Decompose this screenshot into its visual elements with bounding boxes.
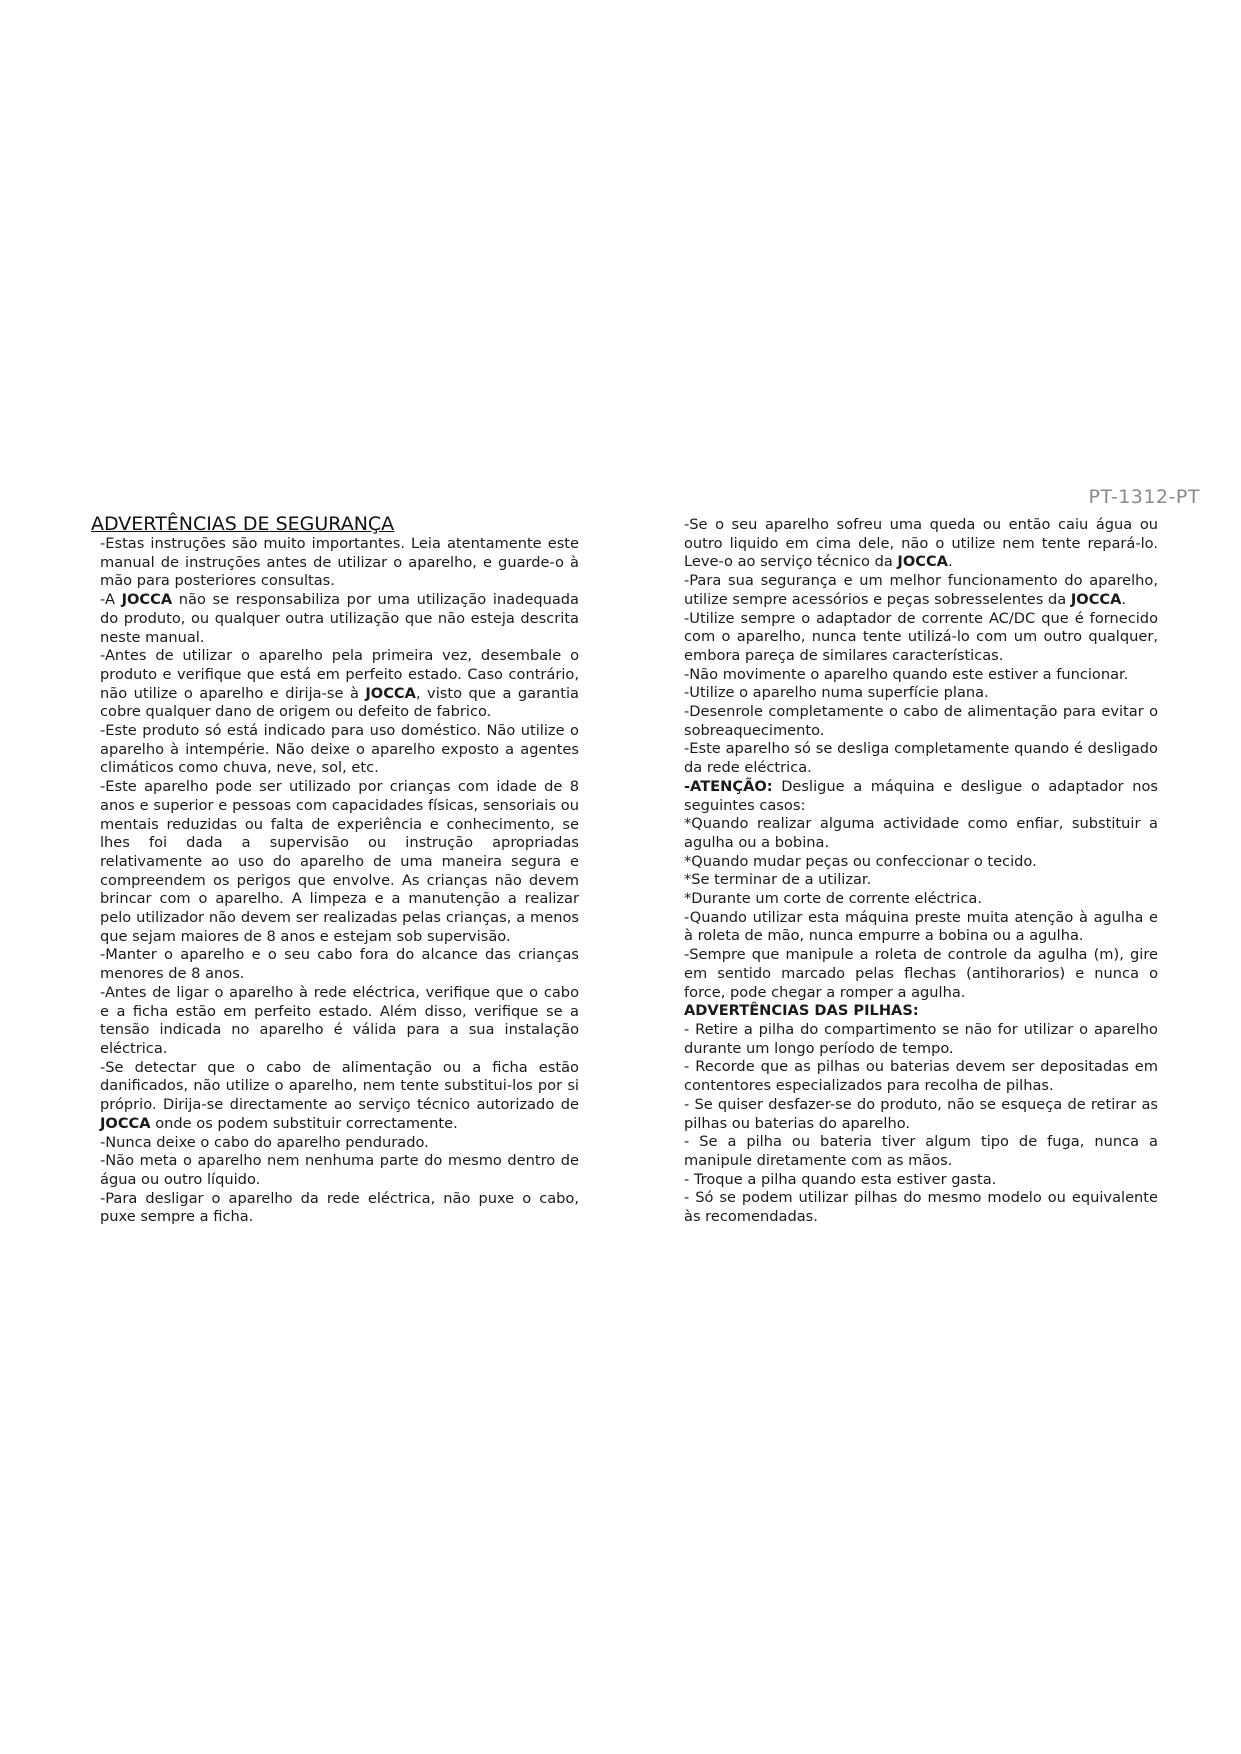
paragraph: -Antes de utilizar o aparelho pela primeira vez, desembale o produto e verifique que está em perfeito estado. Caso contrário, não utilize o aparelho e dirija-se à JOCCA, visto que a garantia cobre qualquer dano de origem ou defeito de fabrico. bbox=[100, 647, 579, 721]
paragraph: -Manter o aparelho e o seu cabo fora do alcance das crianças menores de 8 anos. bbox=[100, 946, 579, 983]
paragraph: -Se o seu aparelho sofreu uma queda ou então caiu água ou outro liquido em cima dele, não o utilize nem tente repará-lo. Leve-o ao serviço técnico da JOCCA. bbox=[684, 516, 1158, 571]
paragraph: *Se terminar de a utilizar. bbox=[684, 871, 872, 889]
paragraph: -Sempre que manipule a roleta de controle da agulha (m), gire em sentido marcado pelas flechas (antihorarios) e nunca o force, pode chegar a romper a agulha. bbox=[684, 946, 1158, 1001]
right-column bbox=[684, 516, 1158, 1227]
paragraph: -Antes de ligar o aparelho à rede eléctrica, verifique que o cabo e a ficha estão em perfeito estado. Além disso, verifique se a tensão indicada no aparelho é válida para a sua instalação eléctrica. bbox=[100, 983, 579, 1057]
document-code: PT-1312-PT bbox=[1088, 486, 1200, 508]
paragraph: -Se detectar que o cabo de alimentação ou a ficha estão danificados, não utilize o aparelho, nem tente substitui-los por si próprio. Dirija-se directamente ao serviço técnico autorizado de JOCCA onde os podem substituir correctamente. bbox=[100, 1058, 579, 1132]
paragraph: -Para desligar o aparelho da rede eléctrica, não puxe o cabo, puxe sempre a ficha. bbox=[100, 1189, 579, 1226]
paragraph: *Quando realizar alguma actividade como enfiar, substituir a agulha ou a bobina. bbox=[684, 815, 1158, 851]
paragraph: *Quando mudar peças ou confeccionar o tecido. bbox=[684, 852, 1037, 870]
paragraph: -Este aparelho pode ser utilizado por crianças com idade de 8 anos e superior e pessoas com capacidades físicas, sensoriais ou mentais reduzidas ou falta de experiência e conhecimento, se lhes foi dada a supervisão ou instrução apropriadas relativamente ao uso do aparelho de uma maneira segura e compreendem os perigos que envolve. As crianças não devem brincar com o aparelho. A limpeza e a manutenção a realizar pelo utilizador não devem ser realizadas pelas crianças, a menos que sejam maiores de 8 anos e estejam sob supervisão. bbox=[100, 778, 579, 945]
paragraph: -Não movimente o aparelho quando este estiver a funcionar. bbox=[684, 665, 1129, 683]
paragraph: - Retire a pilha do compartimento se não for utilizar o aparelho durante um longo período de tempo. bbox=[684, 1020, 1158, 1057]
safety-warnings-continued-list bbox=[684, 516, 1158, 1002]
battery-warnings-list bbox=[684, 1021, 1158, 1227]
paragraph: -Este produto só está indicado para uso doméstico. Não utilize o aparelho à intempérie. Não deixe o aparelho exposto a agentes climáticos como chuva, neve, sol, etc. bbox=[100, 722, 579, 777]
paragraph: -A JOCCA não se responsabiliza por uma utilização inadequada do produto, ou qualquer outra utilização que não esteja descrita neste manual. bbox=[100, 591, 579, 646]
paragraph: -Utilize o aparelho numa superfície plana. bbox=[684, 684, 989, 702]
paragraph: -Utilize sempre o adaptador de corrente AC/DC que é fornecido com o aparelho, nunca tente utilizá-lo com um outro qualquer, embora pareça de similares características. bbox=[684, 609, 1158, 664]
paragraph: - Se a pilha ou bateria tiver algum tipo de fuga, nunca a manipule diretamente com as mãos. bbox=[684, 1133, 1158, 1169]
paragraph: - Troque a pilha quando esta estiver gasta. bbox=[684, 1170, 997, 1188]
left-column bbox=[91, 514, 579, 1227]
battery-warnings-title: ADVERTÊNCIAS DAS PILHAS: bbox=[684, 1002, 919, 1020]
paragraph: - Recorde que as pilhas ou baterias devem ser depositadas em contentores especializados para recolha de pilhas. bbox=[684, 1058, 1158, 1095]
paragraph: -Este aparelho só se desliga completamente quando é desligado da rede eléctrica. bbox=[684, 740, 1158, 777]
paragraph: -Estas instruções são muito importantes. Leia atentamente este manual de instruções antes de utilizar o aparelho, e guarde-o à mão para posteriores consultas. bbox=[100, 535, 579, 590]
safety-warnings-list bbox=[91, 535, 579, 1227]
paragraph: -Quando utilizar esta máquina preste muita atenção à agulha e à roleta de mão, nunca empurre a bobina ou a agulha. bbox=[684, 908, 1158, 945]
paragraph: - Só se podem utilizar pilhas do mesmo modelo ou equivalente às recomendadas. bbox=[684, 1189, 1158, 1226]
paragraph: -Não meta o aparelho nem nenhuma parte do mesmo dentro de água ou outro líquido. bbox=[100, 1152, 579, 1188]
paragraph: -ATENÇÃO: Desligue a máquina e desligue o adaptador nos seguintes casos: bbox=[684, 777, 1158, 814]
paragraph: -Para sua segurança e um melhor funcionamento do aparelho, utilize sempre acessórios e peças sobresselentes da JOCCA. bbox=[684, 572, 1158, 608]
paragraph: - Se quiser desfazer-se do produto, não se esqueça de retirar as pilhas ou baterias do aparelho. bbox=[684, 1095, 1158, 1132]
safety-warnings-title: ADVERTÊNCIAS DE SEGURANÇA bbox=[91, 513, 395, 535]
paragraph: -Nunca deixe o cabo do aparelho pendurado. bbox=[100, 1133, 429, 1151]
paragraph: -Desenrole completamente o cabo de alimentação para evitar o sobreaquecimento. bbox=[684, 703, 1158, 739]
paragraph: *Durante um corte de corrente eléctrica. bbox=[684, 890, 982, 908]
